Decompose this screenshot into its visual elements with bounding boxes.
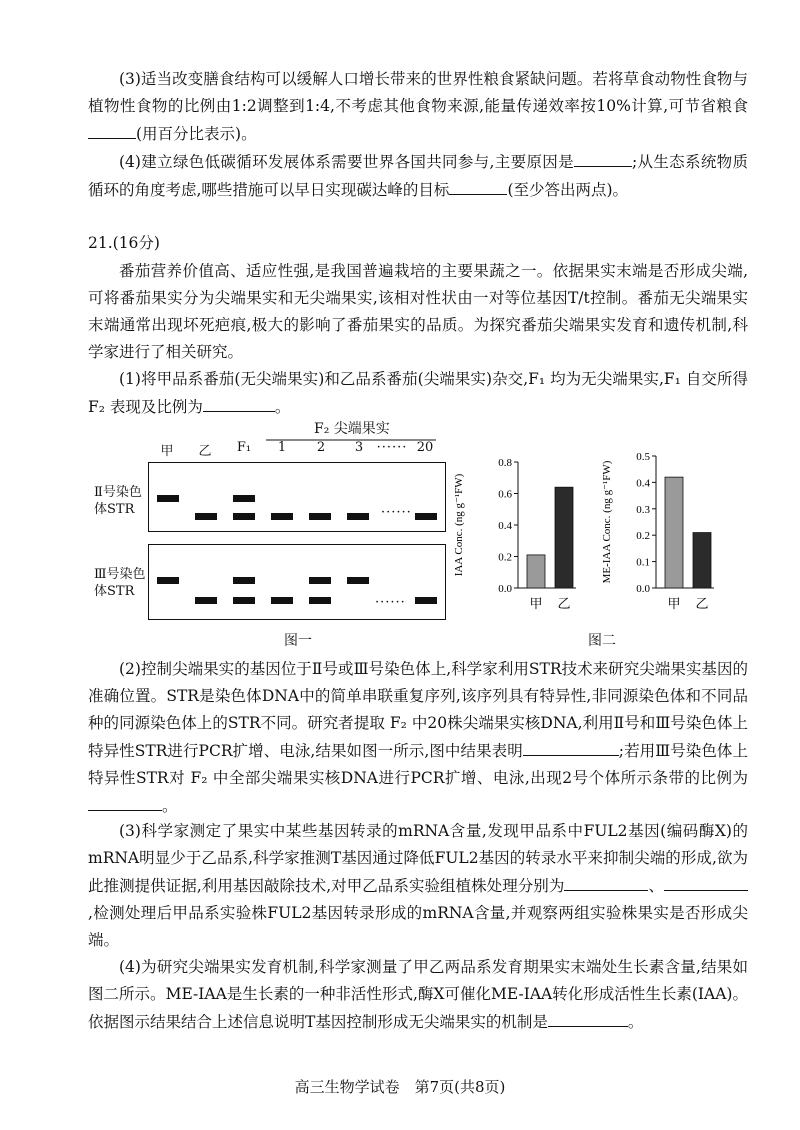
lane-label: 20 xyxy=(416,440,434,455)
page-footer: 高三生物学试卷 第7页(共8页) xyxy=(294,1078,506,1096)
q20-part3-text: (3)适当改变膳食结构可以缓解人口增长带来的世界性粮食紧缺问题。若将草食动物性食物与植物性食物的比例由1:2调整到1:4,不考虑其他食物来源,能量传递效率按10%计算,可节省粮食 xyxy=(88,70,748,115)
y-tick-label: 0.8 xyxy=(498,457,512,469)
bar xyxy=(665,477,683,588)
q21-intro: 番茄营养价值高、适应性强,是我国普遍栽培的主要果蔬之一。依据果实末端是否形成尖端,可将番茄果实分为尖端果实和无尖端果实,该相对性状由一对等位基因T/t控制。番茄无尖端果实末端通常出现坏死疤痕,极大的影响了番茄果实的品质。为探究番茄尖端果实发育和遗传机制,科学家进行了相关研究。 xyxy=(88,262,748,361)
y-tick-label: 0.0 xyxy=(636,583,650,595)
q21-part2-end: 。 xyxy=(162,797,178,815)
q20-part4-text-a: (4)建立绿色低碳循环发展体系需要世界各国共同参与,主要原因是 xyxy=(119,153,574,171)
lane-label: 乙 xyxy=(198,444,212,459)
gel-ellipsis: ······ xyxy=(375,595,406,610)
answer-blank[interactable] xyxy=(548,1008,628,1027)
lane-label: 2 xyxy=(316,440,326,455)
gel-ellipsis: ······ xyxy=(381,505,412,520)
answer-blank[interactable] xyxy=(88,792,162,811)
y-tick-label: 0.2 xyxy=(636,530,650,543)
q21-part4-text: (4)为研究尖端果实发育机制,科学家测量了甲乙两品系发育期果实末端处生长素含量,结果如图二所示。ME-IAA是生长素的一种非活性形式,酶X可催化ME-IAA转化形成活性生长素(IAA)。依据图示结果结合上述信息说明T基因控制形成无尖端果实的机制是 xyxy=(88,958,748,1031)
bar xyxy=(555,487,573,588)
figure-1-group-label: F₂ 尖端果实 xyxy=(314,421,390,437)
y-tick-label: 0.3 xyxy=(636,503,650,516)
bar xyxy=(693,533,711,588)
q21-header: 21.(16分) xyxy=(88,234,160,252)
q21-part1-text: (1)将甲品系番茄(无尖端果实)和乙品系番茄(尖端果实)杂交,F₁ 均为无尖端果实,F₁ 自交所得 F₂ 表现及比例为 xyxy=(88,370,748,416)
q21-part2-text-b: ;若用Ⅲ号染色体上特异性STR对 F₂ 中全部尖端果实核DNA进行PCR扩增、电泳,出现2号个体所示条带的比例为 xyxy=(88,742,748,787)
y-tick-label: 0.4 xyxy=(636,477,650,490)
answer-blank[interactable] xyxy=(564,872,648,891)
q21-part3 xyxy=(88,818,748,954)
q21-part2 xyxy=(88,656,748,820)
y-axis-label: IAA Conc. (ng g⁻¹FW) xyxy=(453,473,465,577)
q21-part4 xyxy=(88,954,748,1036)
lane-label: ······ xyxy=(376,440,408,455)
lane-label: F₁ xyxy=(236,440,252,455)
y-tick-label: 0.4 xyxy=(498,520,512,532)
q20-part4-text-b: ;从生态系统物质循环的角度考虑,哪些措施可以早日实现碳达峰的目标 xyxy=(88,153,748,199)
x-tick-label: 甲 xyxy=(667,597,681,612)
lane-label: 3 xyxy=(354,440,364,455)
row-label-chromosome-3: Ⅲ号染色体STR xyxy=(94,567,146,599)
x-tick-label: 乙 xyxy=(695,597,709,612)
figure-2-caption: 图二 xyxy=(588,633,616,649)
y-tick-label: 0.2 xyxy=(498,551,512,564)
y-tick-label: 0.6 xyxy=(498,488,512,501)
q21-part1-end: 。 xyxy=(274,398,291,416)
q21-part3-text-a: (3)科学家测定了果实中某些基因转录的mRNA含量,发现甲品系中FUL2基因(编码酶X)的mRNA明显少于乙品系,科学家推测T基因通过降低FUL2基因的转录水平来抑制尖端的形成,欲为此推测提供证据,利用基因敲除技术,对甲乙品系实验组植株处理分别为 xyxy=(88,822,748,895)
answer-blank[interactable] xyxy=(664,872,748,891)
lane-label: 甲 xyxy=(160,444,174,459)
figure-1-caption: 图一 xyxy=(284,633,312,649)
q20-part3-end: (用百分比表示)。 xyxy=(136,125,257,143)
q21-part3-sep: 、 xyxy=(648,877,664,895)
q21-part3-text-b: ,检测处理后甲品系实验株FUL2基因转录形成的mRNA含量,并观察两组实验株果实是否形成尖端。 xyxy=(88,904,748,949)
y-tick-label: 0.0 xyxy=(498,583,512,595)
x-tick-label: 甲 xyxy=(529,597,543,612)
y-tick-label: 0.1 xyxy=(636,556,650,569)
y-axis-label: ME-IAA Conc. (ng g⁻¹FW) xyxy=(601,460,613,584)
q21-part4-end: 。 xyxy=(627,1013,644,1031)
y-tick-label: 0.5 xyxy=(636,451,650,463)
answer-blank[interactable] xyxy=(523,737,619,756)
row-label-chromosome-2: Ⅱ号染色体STR xyxy=(94,485,142,517)
q21-part2-text-a: (2)控制尖端果实的基因位于Ⅱ号或Ⅲ号染色体上,科学家利用STR技术来研究尖端果实基因的准确位置。STR是染色体DNA中的简单串联重复序列,该序列具有特异性,非同源染色体和不同品种的同源染色体上的STR不同。研究者提取 F₂ 中20株尖端果实核DNA,利用Ⅱ号和Ⅲ号染色体上特异性STR进行PCR扩增、电泳,结果如图一所示,图中结果表明 xyxy=(88,660,748,760)
lane-label: 1 xyxy=(277,440,287,455)
x-tick-label: 乙 xyxy=(557,597,571,612)
q20-part4-end: (至少答出两点)。 xyxy=(507,181,629,199)
bar xyxy=(527,555,545,588)
